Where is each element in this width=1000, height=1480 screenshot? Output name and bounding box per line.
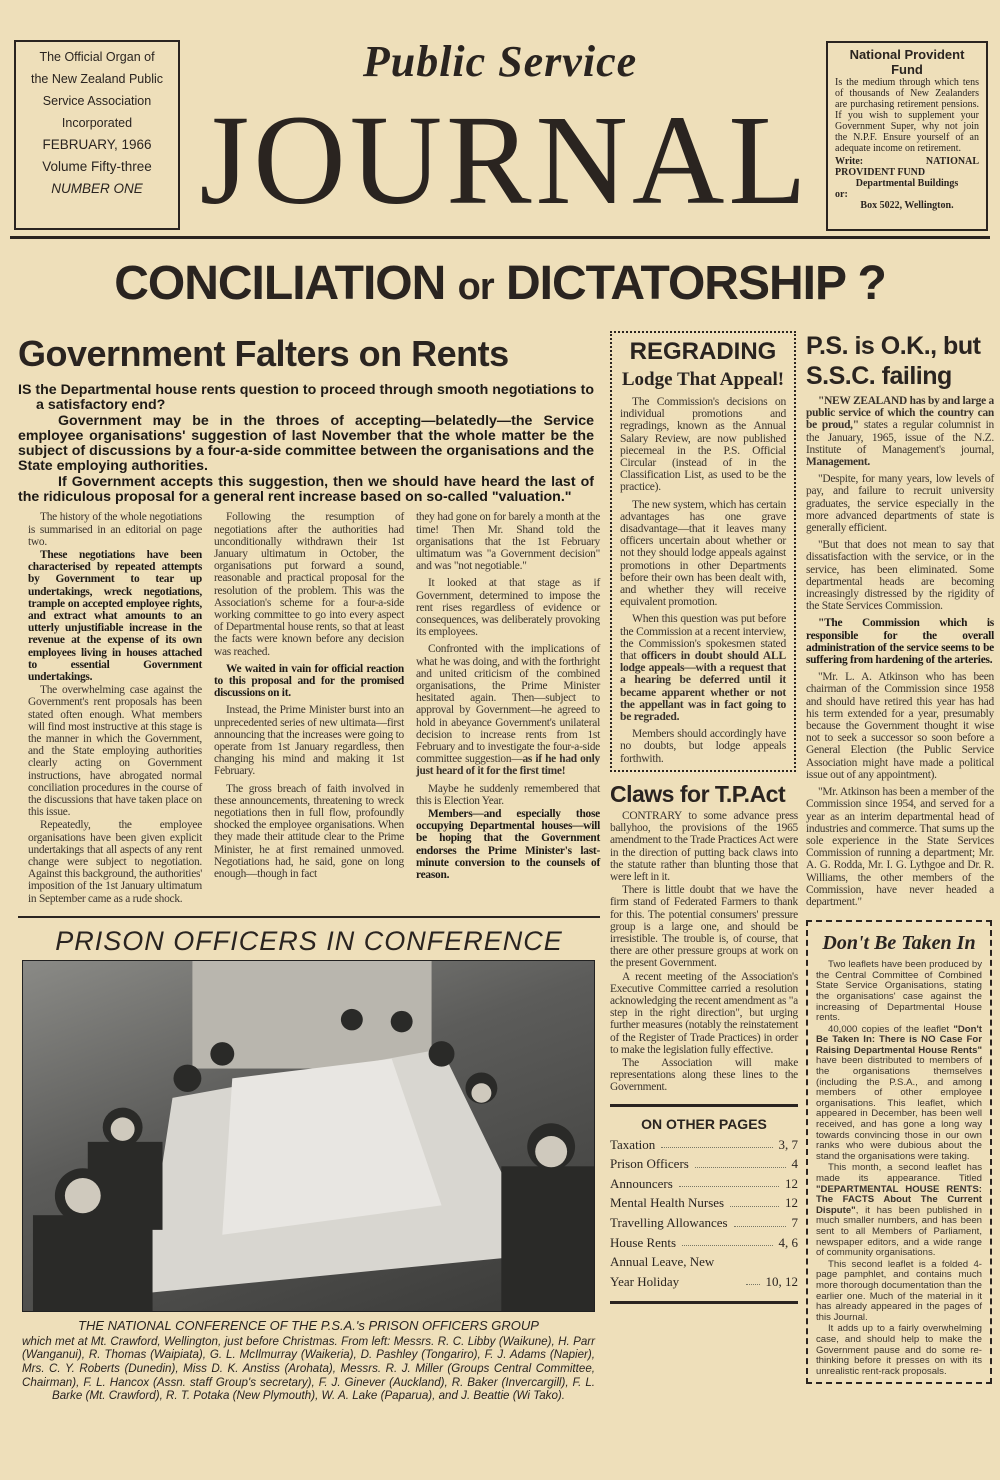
claws-article — [610, 778, 798, 1094]
issue-number: NUMBER ONE — [51, 181, 143, 196]
text-bold: "NEW ZEALAND has by and large a public service of which the country can be proud," — [806, 395, 994, 432]
index-item[interactable] — [610, 1174, 798, 1194]
lead-column-2 — [214, 511, 404, 906]
conference-photo — [22, 960, 595, 1312]
text-bold: Management. — [806, 456, 870, 469]
lead-article-title: Government Falters on Rents — [18, 333, 509, 374]
index-label: Announcers — [610, 1175, 673, 1191]
caption-title: THE NATIONAL CONFERENCE OF THE P.S.A.'s PRISON OFFICERS GROUP — [78, 1317, 539, 1333]
info-line: the New Zealand Public — [30, 72, 164, 86]
index-label: House Rents — [610, 1234, 677, 1250]
text: When this question was put before the Commission at a recent interview, the Commission's spokesmen stated that — [620, 612, 786, 663]
paragraph: "Mr. L. A. Atkinson who has been chairman of the Commission since 1958 and should have retired this year has had his term extended for a year, presumably because the Government thought it wise not to seek a successor so soon before a General Election (the Public Service Association might have made a political issue out of any appointment). — [806, 671, 994, 781]
index-label: Mental Health Nurses — [610, 1195, 725, 1211]
index-label: Travelling Allowances — [610, 1214, 728, 1230]
paragraph: This second leaflet is a folded 4-page pamphlet, and contains much more thorough documentation than the earlier one. Much of the material in it has already appeared in the pages of this Journal. — [816, 1258, 982, 1323]
text: have been distributed to members of the organisations themselves (including the P.S.A., and among members of other employee organisations. This leaflet, which appeared in December, has been well received, and has gone a long way towards convincing those in our own ranks who were dubious about the stand the organisations were taking. — [816, 1055, 982, 1162]
article-title: Claws for T.P.Act — [610, 780, 786, 807]
ad-box: Box 5022, Wellington. — [860, 200, 954, 211]
headline-part: DICTATORSHIP ? — [505, 257, 886, 310]
lead-column-3 — [416, 511, 600, 906]
intro-paragraph: IS the Departmental house rents question to proceed through smooth negotiations to a satisfactory end? — [18, 382, 594, 414]
index-label: Taxation — [610, 1136, 656, 1152]
text: Confronted with the implications of what he was doing, and with the forthright and united criticism of the combined organisations, the Prime Minister hesitated again. Then—subject to approval by Government—he agreed to hold in abeyance Government's unilateral decision to increase rents from 1st February and to investigate the four-a-side committee suggestion— — [416, 643, 600, 766]
paragraph: It adds up to a fairly overwhelming case, and should help to make the Government pause and do some re-thinking before it presses on with its unrealistic rent-rack proposals. — [816, 1323, 982, 1377]
dont-be-taken-in-article — [806, 920, 992, 1384]
index-pages: 3, 7 — [778, 1136, 798, 1152]
paragraph: Members—and especially those occupying Departmental houses—will be hoping that the Government endorses the Prime Minister's last-minute conversion to the counsels of reason. — [416, 808, 600, 882]
index-item[interactable] — [610, 1154, 798, 1174]
paragraph: "The Commission which is responsible for the overall administration of the service seems to be suffering from hardening of the arteries. — [806, 617, 994, 667]
paragraph: "Despite, for many years, low levels of pay, and failure to recruit university graduates, the service especially in the more advanced departments of state is generally efficient. — [806, 473, 994, 535]
index-pages: 4, 6 — [778, 1234, 798, 1250]
middle-section — [610, 331, 798, 1304]
paragraph: "But that does not mean to say that dissatisfaction with the service, or in the service, has been eliminated. Some departmental heads are becoming increasingly distressed by the rigidity of the State Services Commission. — [806, 539, 994, 613]
index-item[interactable] — [610, 1213, 798, 1233]
main-headline — [10, 242, 990, 329]
photo-image — [23, 961, 594, 1311]
ad-body: Is the medium through which tens of thousands of New Zealanders are purchasing retirement pensions. If you wish to supplement your Government Super, why not join the N.P.F. Ensure yourself of an adequate income on retirement. — [835, 77, 979, 154]
index-pages: 4 — [791, 1156, 798, 1172]
ad-title: National Provident Fund — [849, 47, 965, 77]
issue-date: FEBRUARY, 1966 — [42, 137, 152, 152]
intro-paragraph: Government may be in the throes of accepting—belatedly—the Service employee organisations' suggestion of last November that the whole matter be the subject of discussions by a four-a-side committee between the organisations and the State employing authorities. — [18, 412, 594, 475]
paragraph: The gross breach of faith involved in these announcements, threatening to wreck negotiations then in full flow, profoundly shocked the employee organisations. When they made their attitude clear to the Prime Minister, he at first remained unmoved. Negotiations had, he said, gone on long enough—though in fact — [214, 782, 404, 881]
text-bold: "Don't Be Taken In: There is NO Case For Raising Departmental House Rents" — [816, 1023, 982, 1056]
lead-intro — [18, 383, 600, 505]
paragraph: Members should accordingly have no doubts, but lodge appeals forthwith. — [620, 727, 786, 765]
left-section — [18, 328, 600, 1403]
psok-article — [806, 331, 994, 908]
info-line: The Official Organ of — [39, 50, 155, 64]
volume: Volume Fifty-three — [42, 159, 152, 174]
paragraph: "Mr. Atkinson has been a member of the Commission since 1954, and served for a year as an interim departmental head of industries and commerce. That sums up the sole experience in the State Services Commission of running a department; Mr. A. G. Rodda, Mr. I. G. Lythgoe and Dr. R. Williams, the other members of the Commission, have never headed a department." — [806, 786, 994, 908]
paragraph: The Association will make representations along these lines to the Government. — [610, 1056, 798, 1094]
lead-columns — [18, 511, 600, 906]
divider — [18, 916, 600, 918]
photo-headline: PRISON OFFICERS IN CONFERENCE — [55, 925, 563, 956]
paragraph: The Commission's decisions on individual promotions and regradings, known as the Annual Salary Review, are now published piecemeal in the P.S. Official Circular (instead of in the Classification List, as used to be the practice). — [620, 395, 786, 494]
lead-column-1 — [28, 511, 202, 906]
ad-or: or: — [835, 189, 848, 200]
paragraph: These negotiations have been characterised by repeated attempts by Government to tear up undertakings, wreck negotiations, trample on accepted employee rights, and extract what amounts to an utterly unjustifiable increase in the revenue at the expense of its own employees living in houses attached to essential Government undertakings. — [28, 548, 202, 684]
regrading-article — [610, 331, 796, 772]
advertisement-npf — [826, 41, 988, 231]
masthead-title: JOURNAL — [199, 89, 811, 231]
article-title: P.S. is O.K., but S.S.C. failing — [806, 332, 981, 390]
paragraph — [416, 643, 600, 777]
paragraph: There is little doubt that we have the firm stand of Federated Farmers to thank for this. The potential consumers' pressure group is a large one, and should be irresistible. The trouble is, of course, that there are other pressure groups at work on the present Government. — [610, 884, 798, 970]
headline-part: CONCILIATION — [114, 257, 446, 310]
ad-name: NATIONAL PROVIDENT FUND — [835, 156, 979, 178]
paragraph: they had gone on for barely a month at the time! Then Mr. Shand told the organisations that the 1st February ultimatum was "a Government decision" and was "not negotiable." — [416, 511, 600, 573]
paragraph: Following the resumption of negotiations after the authorities had unconditionally withdrawn their 1st January ultimatum in October, the organisations put forward a sound, reasonable and practical proposal for the resolution of the problem. This was the Association's scheme for a four-a-side working committee to go into every aspect of Departmental house rents, so that at least the facts were known before any decision was reached. — [214, 511, 404, 658]
caption-text: which met at Mt. Crawford, Wellington, just before Christmas. From left: Messrs. R. C. Libby (Waikune), H. Parr (Wanganui), R. Thomas (Waipiata), G. L. McIlmurray (Waikeria), D. Pashley (Tongariro), F. J. Adams (Napier), Mrs. C. Y. Roberts (Dunedin), Miss D. K. Anstiss (Arohata), Messrs. R. J. Miller (Groups Central Committee, Chairman), F. L. Hancox (Assn. staff Group's secretary), F. J. Ginever (Auckland), R. Baker (Invercargill), F. L. Barke (Mt. Crawford), R. T. Potaka (New Plymouth), W. A. Lake (Paparua), and J. Beattie (Wi Tako). — [22, 1334, 595, 1403]
index-pages: 12 — [785, 1195, 798, 1211]
article-title: Don't Be Taken In — [822, 932, 976, 955]
index-label: Prison Officers — [610, 1156, 689, 1172]
divider — [10, 236, 990, 239]
index-item[interactable] — [610, 1252, 798, 1291]
index-title: ON OTHER PAGES — [641, 1115, 767, 1132]
text-bold: officers in doubt should ALL lodge appeals—with a request that a hearing be deferred until it became apparent whether or not the appellant was in fact going to be regraded. — [620, 649, 786, 724]
index-label: Annual Leave, New Year Holiday — [610, 1254, 715, 1289]
paragraph: The history of the whole negotiations is summarised in an editorial on page two. — [28, 511, 202, 548]
info-line: Service Association — [42, 94, 152, 108]
index-item[interactable] — [610, 1135, 798, 1155]
paragraph: CONTRARY to some advance press ballyhoo, the provisions of the 1965 amendment to the Trade Practices Act were in the direction of putting back claws into the statute rather than blunting those that were left in it. — [610, 809, 798, 883]
article-title: REGRADING — [629, 338, 777, 365]
masthead-subtitle: Public Service — [362, 37, 638, 86]
intro-paragraph: If Government accepts this suggestion, then we should have heard the last of the ridiculous proposal for a general rent increase based on so-called "valuation." — [18, 473, 594, 506]
index-pages: 12 — [785, 1175, 798, 1191]
paragraph — [816, 1163, 982, 1258]
text-bold: "DEPARTMENTAL HOUSE RENTS: The FACTS About The Current Dispute" — [816, 1183, 982, 1216]
article-subtitle: Lodge That Appeal! — [621, 369, 785, 390]
paragraph: Two leaflets have been produced by the Central Committee of Combined State Service Organisations, stating the organisations' case against the increasing of Departmental House rents. — [816, 959, 982, 1024]
index-item[interactable] — [610, 1233, 798, 1253]
photo-caption — [22, 1318, 595, 1403]
index-item[interactable] — [610, 1193, 798, 1213]
index-pages: 7 — [791, 1214, 798, 1230]
paragraph: Repeatedly, the employee organisations have been given explicit undertakings that all aspects of any rent change were subject to negotiation. Against this background, the authorities' imposition of the 1st January ultimatum in September came as a rude shock. — [28, 819, 202, 905]
text: states a regular columnist in the January, 1965, issue of the N.Z. Institute of Management's journal, — [806, 419, 994, 456]
paragraph — [816, 1025, 982, 1163]
text: This month, a second leaflet has made its appearance. Titled — [816, 1162, 982, 1184]
paragraph — [620, 613, 786, 723]
paragraph: The new system, which has certain advantages has one grave disadvantage—that it leaves many officers uncertain about whether or not they should lodge appeals against promotions in other Departments before their own has been dealt with, and whether they will receive equivalent promotion. — [620, 497, 787, 609]
text-bold: as if he had only just heard of it for the first time! — [416, 753, 601, 778]
paragraph — [806, 395, 994, 468]
paragraph: It looked at that stage as if Government, determined to impose the rent rises regardless of evidence or consequences, was deliberately provoking its employees. — [416, 577, 600, 639]
paragraph: Maybe he suddenly remembered that this is Election Year. — [416, 782, 600, 807]
text: 40,000 copies of the leaflet — [828, 1023, 954, 1035]
publication-info-box — [14, 40, 180, 230]
right-section — [806, 331, 994, 1384]
headline-or: or — [457, 266, 494, 308]
text: , it has been published in much smaller numbers, and has been sent to all Members of Parliament, newspaper editors, and a wide range of community organisations. — [816, 1204, 982, 1259]
index-pages: 10, 12 — [765, 1273, 798, 1289]
paragraph: The overwhelming case against the Government's rent proposals has been stated often enough. What members will find most instructive at this stage is the manner in which the Government, and the State employing authorities clearly acting on Government instructions, have abrogated normal conciliation procedures in the course of the discussions that have taken place on this issue. — [28, 684, 202, 819]
ad-address: Departmental Buildings — [855, 178, 959, 189]
paragraph: A recent meeting of the Association's Executive Committee carried a resolution acknowledging the recent amendment as "a step in the right direction", but urging further measures (notably the reinstatement of the Register of Trade Practices) in order to make the legislation fully effective. — [610, 970, 798, 1056]
info-line: Incorporated — [61, 116, 133, 130]
paragraph: We waited in vain for official reaction to this proposal and for the promised discussions on it. — [214, 662, 404, 700]
paragraph: Instead, the Prime Minister burst into an unprecedented series of new ultimata—first announcing that the increases were going to operate from 1st January regardless, then changing his mind and making it 1st February. — [214, 704, 404, 778]
ad-write: Write: — [835, 156, 864, 167]
on-other-pages-index — [610, 1104, 798, 1305]
